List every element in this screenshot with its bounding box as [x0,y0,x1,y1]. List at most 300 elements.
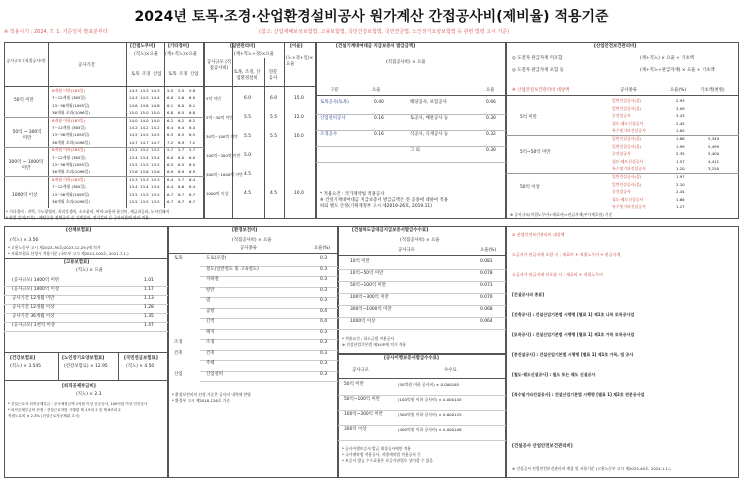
option-excluded: ◎ 도전자 관급자재 미포함 [512,56,563,61]
guarantee-rate-right: 0.32 [486,132,496,137]
rate-cell: 13.2 [129,147,138,153]
env-note-2: * 환경부 고시 제2018-126호 기준 [172,398,231,403]
page-title: 2024년 토목·조경·산업환경설비공사 원가계산 간접공사비(제비율) 적용기준 [134,9,609,25]
subcontract-sub: (직접공사비) × 요율 [400,238,440,243]
work-type-cell: 철도·궤도신설공사 [612,120,644,126]
employment-rate: 1.47 [144,323,154,328]
period-cell: 7~12개월 (365일) [52,184,86,190]
rate-cell: 13.4 [140,154,149,160]
guarantee-note: 해당공사, 보험공사 [410,100,447,105]
rate-cell: 2.45 [676,120,685,126]
gen-scale-cell: 30억~100억 미만 [206,134,238,139]
guarantee-title: [건설기계대여대금 지급보증서 발급금액] [336,44,416,49]
env-note-1: * 환경보전비의 산정 기준은 공사비 내역에 반영 [172,392,251,397]
formula-excluded: (재+직노) × 요율 + 기초액 [640,56,694,61]
environment-panel [168,226,338,478]
rate-cell: 6.5 [167,132,174,138]
performance-fee: (300억원 이하 공사비) × 0.000125 [398,412,462,417]
performance-fee: (100억원 이하 공사비) × 0.000145 [398,397,462,402]
col-base-amount: 기초액(천원) [700,88,725,93]
env-rate: 0.3 [320,350,327,356]
rate-cell: 6.5 [167,162,174,167]
env-col-r: 요율(%) [314,246,331,251]
guarantee-note: 석공사, 식재공사 등 [410,132,449,137]
sub-general-mgmt: (재+직노+경)×요율 [234,52,274,57]
rate-cell: 13.3 [151,176,160,182]
gen-civil-cell: 4.5 [244,172,251,177]
rate-cell: 6.7 [167,191,174,197]
col-work-type: 공사종류 [620,88,637,93]
guarantee-rate: 0.16 [374,116,384,121]
subcontract-rate: 0.073 [480,283,493,288]
rate-cell: 6.5 [178,132,185,138]
health-insurance-sub: (직노) × 3.545 [10,364,41,369]
subcontract-rate: 0.070 [480,295,493,300]
right-note-title: [건설공사 산업안전보건관리비] [512,444,573,449]
performance-col-k: 공사규모 [352,368,369,373]
performance-col-r: 수수료 [444,368,457,373]
guarantee-rate-right: 0.66 [486,100,496,105]
group-label-3: 300억 ~ 1000억 미만 [8,160,44,171]
rate-cell: 13.6 [129,169,138,175]
gen-profit-cell: 10.0 [294,191,304,196]
rate-cell: 13.5 [140,162,149,167]
gen-civil-cell: 5.5 [244,134,251,139]
performance-title: [공사이행보증서발급수수료] [384,356,439,361]
safety-target-label: ※ 산업안전보건관리비 대상액 [512,88,570,93]
rate-cell: 6.5 [189,162,196,167]
subcontract-col-k: 공사규모 [398,248,415,253]
col-landscape-1: 조경 [142,72,151,77]
employment-kind: 공사기간 36개월 이상 [12,314,55,319]
work-type-cell: 특수및기타건설공사 [612,128,646,134]
sub-profit: (노+경+일)×요율 [286,56,314,67]
guarantee-note: 토공사, 배관공사 등 [410,116,449,121]
subcontract-title: [건설하도급대금지급보증서발급수수료] [352,228,429,233]
env-kind: 간척 [206,319,215,324]
rate-cell: 5.8 [189,88,196,93]
rate-cell: 14.2 [129,125,138,130]
period-cell: 6개월 이하(183일) [52,88,85,93]
rate-cell: 13.5 [151,162,160,167]
left-bottom-note-3: 직접노무비 × 2.3% (건설근로자공제회 고시) [8,414,80,418]
env-kind: 산업설비 [206,371,223,377]
rate-cell: 6.8 [167,110,174,116]
base-cell: 5,499 [708,143,720,149]
gen-profit-cell: 10.0 [294,134,304,139]
rate-cell: 13.2 [151,147,160,153]
period-cell: 36개월 초과(1096일) [52,169,90,175]
right-note-item: [건축공사] : 건설산업기본법 시행령 [별표 1] 제1호 나목 토목공사업 [512,312,635,317]
group-label-4: 1000억 이상 [12,193,38,198]
performance-note-1: * 공사이행보증서 발급 대상공사에만 적용 [342,446,412,451]
rate-cell: 6.7 [189,199,196,204]
col-gen-scale: 공사규모 (직접공사비) [206,60,232,71]
rate-cell: 5.6 [178,95,185,101]
accident-insurance-sub: (직노) × 3.56 [10,238,39,243]
employment-kind: (공사규모) 1400억 미만 [12,278,60,283]
guarantee-rate: 0.16 [374,132,384,137]
guarantee-rate: 0.40 [374,100,384,105]
rate-cell: 6.4 [167,125,174,130]
env-kind: 건축 [206,350,215,356]
subcontract-rate: 0.081 [480,259,493,264]
rate-cell: 6.0 [178,154,185,160]
rate-cell: 13.4 [151,184,160,190]
rate-cell: 6.4 [189,125,196,130]
care-insurance-title: [노인장기요양보험료] [62,356,105,361]
rate-cell: 14.3 [140,88,149,93]
rate-cell: 13.2 [140,147,149,153]
period-cell: 13~36개월(1095일) [52,132,90,138]
guarantee-col2: 요율 [372,88,381,93]
rate-cell: 13.3 [129,176,138,182]
env-kind: 택지 [206,329,215,335]
retirement-sub: (직노) × 2.3 [76,392,102,397]
scale-label-1: 5억 미만 [520,115,537,120]
work-type-cell: 특수및기타건설공사 [612,166,646,172]
rate-cell: 6.4 [178,125,185,130]
guarantee-col2b: 요율 [486,88,495,93]
performance-scale: 100억~300억 미만 [344,412,383,417]
performance-scale: 300억 이상 [344,427,367,432]
env-rate: 0.3 [320,361,327,366]
rate-cell: 13.6 [151,169,160,175]
rate-cell: 1.99 [676,143,685,149]
performance-scale: 50억~100억 미만 [344,397,381,402]
subcontract-scale: 10억 미만 [350,259,370,264]
industrial-safety-title: [산업안전보건관리비] [594,44,637,49]
env-rate: 0.3 [320,340,327,345]
env-kind: 댐 [206,298,211,303]
rate-cell: 13.5 [129,191,138,197]
rate-cell: 7.2 [167,139,174,145]
rate-cell: 6.5 [189,132,196,138]
gen-profit-cell: 15.0 [294,96,304,101]
rate-cell: 2.10 [676,181,685,187]
formula-included: (재+직노+관급자재) × 요율 + 기초액 [640,68,715,73]
rate-cell: 5.7 [178,147,185,153]
guarantee-kind: 조경공사 [320,132,337,137]
col-header-period: 공사기간 [78,63,95,68]
rate-cell: 7.2 [189,139,196,145]
guarantee-col1: 구분 [330,88,339,93]
rate-cell: 5.5 [178,88,185,93]
work-type-cell: 일반건설공사(을) [612,105,642,111]
base-cell: 4,411 [708,158,720,164]
rate-cell: 13.4 [140,184,149,190]
env-col-k: 공사종류 [240,246,257,251]
group-label-2: 50억 ~ 300억 미만 [12,130,42,141]
rate-cell: 14.2 [140,125,149,130]
employment-kind: (공사규모) 1천억 이상 [12,323,55,328]
rate-cell: 14.7 [129,139,138,145]
subtitle-row [4,28,740,35]
rate-cell: 13.5 [129,199,138,204]
guarantee-kind: 토목공사(토목) [320,100,349,105]
col-gen-special: 전문 공사 [268,70,278,81]
gen-civil-cell: 5.5 [244,115,251,120]
rate-cell: 6.4 [189,176,196,182]
rate-cell: 6.2 [189,117,196,123]
rate-cell: 6.4 [167,184,174,190]
rate-cell: 2.93 [676,98,685,103]
rate-cell: 6.7 [167,199,174,204]
care-insurance-sub: (건강보험료) × 12.95 [64,364,108,369]
rate-cell: 6.2 [167,117,174,123]
rate-cell: 5.7 [167,147,174,153]
env-rate: 0.3 [320,329,327,335]
col-civil-2: 토목 [168,72,177,77]
subcontract-scale: 50억~100억 미만 [350,283,387,288]
rate-cell: 6.9 [189,169,196,175]
right-note-bottom: ※ 건설공사 산업안전보건관리비 계상 및 사용기준 (고용노동부 고시 제2023-49호, 2024.1.1.) [512,466,671,471]
rate-cell: 13.5 [151,199,160,204]
rate-cell: 14.2 [151,125,160,130]
right-note-item: ① 산업안전보건관리비 대상액 [512,232,565,237]
env-kind: 항만 [206,287,215,293]
option-included: ◎ 도전자 관급자재 포함 등 [512,68,564,73]
rate-cell: 6.6 [178,184,185,190]
env-rate: 0.3 [320,371,327,377]
rate-cell: 6.8 [189,110,196,116]
rate-cell: 15.0 [129,110,138,116]
env-group: 조경 [174,340,183,345]
rate-cell: 14.7 [140,139,149,145]
col-header-indirect-labor: [간접노무비] [130,44,156,49]
employment-rate: 1.28 [144,305,154,310]
gen-scale-cell: 1000억 이상 [206,191,229,196]
rate-cell: 1.20 [676,166,685,172]
env-kind: 철도(일반철도 및 고속철도) [206,266,259,272]
subcontract-note-1: * 적용요건 : 하도급법 적용공사 [342,336,395,341]
period-cell: 13~36개월(1095일) [52,162,90,167]
col-civil-1: 토목 [131,72,140,77]
env-kind: 도로(포장) [206,256,227,261]
col-header-other-expense: [기타경비] [168,44,189,49]
performance-fee: (50억원 이하 공사비) × 0.000165 [398,382,460,387]
gen-civil-cell: 4.5 [244,191,251,196]
scale-label-3: 50억 이상 [520,185,540,190]
guarantee-note-2: ※ 건설기계대여대금 지급보증서 발급금액은 전 공종에 대하여 적용 [320,198,448,203]
work-type-cell: 중건설공사 [612,151,631,157]
right-note-item: [중건설공사] : 건설산업기본법 시행령 [별표 1] 제1호 가목, 댐 공사 [512,352,634,357]
rate-cell: 14.3 [129,88,138,93]
work-type-cell: 일반건설공사(갑) [612,174,642,179]
health-insurance-title: [건강보험료] [10,356,36,361]
rate-cell: 13.6 [140,169,149,175]
rate-cell: 1.85 [676,128,685,134]
work-type-cell: 일반건설공사(갑) [612,136,642,141]
rate-cell: 15.0 [151,110,160,116]
period-cell: 36개월 초과(1096일) [52,199,90,204]
env-rate: 0.4 [320,308,327,314]
subcontract-note-2: ※ 건설산업기본법 제34조에 의거 적용 [342,342,407,347]
period-cell: 13~36개월(1095일) [52,191,90,197]
env-rate: 0.4 [320,319,327,324]
env-rate: 0.3 [320,298,327,303]
guarantee-rate-right: 0.30 [486,116,496,121]
pension-sub: (직노) × 4.50 [126,364,155,369]
rate-cell: 13.5 [140,191,149,197]
subcontract-col-r: 요율(%) [480,248,497,253]
rate-cell: 3.43 [676,113,685,119]
rate-cell: 6.5 [178,110,185,116]
env-rate: 0.3 [320,256,327,261]
right-note-item: [건설공사의 종류] [512,292,545,297]
rate-cell: 14.6 [151,102,160,108]
col-landscape-2: 조경 [179,72,188,77]
env-kind: 지하철 [206,277,219,282]
accident-insurance-title: [산재보험료] [66,228,92,233]
period-cell: 7~12개월 (365일) [52,125,86,130]
env-rate: 0.3 [320,277,327,282]
period-cell: 6개월 이하(183일) [52,147,85,153]
right-note-item: [토목공사] : 건설산업기본법 시행령 [별표 1] 제1호 가목 토목공사업 [512,332,635,337]
accident-insurance-note-2: * 사회보험료 산정시 적용기준 (국토부 고시 제2021-100호, 2021.7.1.) [8,251,129,256]
rate-cell: 14.0 [151,117,160,123]
rate-cell: 6.9 [178,139,185,145]
rate-cell: 13.4 [129,184,138,190]
rate-cell: 14.5 [140,132,149,138]
env-kind: 주택 [206,361,215,366]
rate-cell: 14.7 [151,139,160,145]
employment-rate: 1.35 [144,314,154,319]
sub-indirect-labor: (직노)×요율 [134,52,159,57]
rate-cell: 15.0 [140,110,149,116]
subcontract-rate: 0.068 [480,307,493,312]
rate-cell: 3.09 [676,105,685,111]
industrial-safety-note: ※ 공사규모(직접노무비+재료비)+관급자재(부가세포함) 기준 [510,212,613,217]
gen-scale-cell: 5억 미만 [206,96,221,101]
employment-kind: 공사기간 12개월 미만 [12,296,55,301]
employment-kind: (공사규모) 1400억 이상 [12,287,60,292]
rate-cell: 6.7 [178,199,185,204]
rate-cell: 6.4 [167,176,174,182]
employment-insurance-sub: (직노) × 요율 [76,268,103,273]
period-cell: 36개월 초과(1096일) [52,139,90,145]
guarantee-rate-right: 0.30 [486,148,496,153]
rate-cell: 13.5 [129,162,138,167]
work-type-cell: 중건설공사 [612,189,631,195]
rate-cell: 1.57 [676,158,685,164]
subcontract-scale: 300억~1000억 미만 [350,307,392,312]
right-note-item: [철도·궤도신설공사] : 철도 또는 궤도 신설공사 [512,372,596,377]
env-rate: 0.3 [320,266,327,272]
subcontract-scale: 10억~50억 미만 [350,271,384,276]
base-cell: 3,250 [708,166,720,172]
rate-cell: 14.0 [129,117,138,123]
work-type-cell: 철도·궤도신설공사 [612,158,644,164]
performance-note-3: * 보증서 발급 수수료율은 보증기관별로 상이할 수 있음 [342,458,434,463]
rate-cell: 6.9 [167,169,174,175]
right-note-item: 도급자가 관급자재 미포함 시 : 재료비 + 직접노무비 [512,272,603,277]
rate-cell: 1.97 [676,174,685,179]
rate-cell: 2.44 [676,189,685,195]
note-industrial: * 산업 설비(토목) : 해당공종 전체공사 중 기계설비, 전기설비 등 공사비율에 따라 적용 [6,215,149,220]
period-cell: 7~12개월 (365일) [52,154,86,160]
performance-note-2: * 국가계약법 적용공사, 지방계약법 적용공사 등 [342,452,421,457]
rate-cell: 6.7 [178,191,185,197]
env-kind: 조경 [206,340,215,345]
performance-fee: (400억원 이하 공사비) × 0.000108 [398,427,462,432]
col-rate: 요율(%) [670,88,687,93]
performance-scale: 50억 미만 [344,382,364,387]
scale-label-2: 5억~50억 미만 [520,150,551,155]
work-type-cell: 특수및기타건설공사 [612,204,646,210]
rate-cell: 14.5 [129,132,138,138]
subcontract-guarantee-panel [338,226,506,354]
rate-cell: 1.27 [676,204,685,210]
period-cell: 13~36개월(1095일) [52,102,90,108]
gen-special-cell: 4.5 [270,191,277,196]
rate-cell: 2.35 [676,151,685,157]
rate-cell: 6.0 [178,102,185,108]
gen-profit-cell: 12.0 [294,115,304,120]
period-cell: 6개월 이하(183일) [52,117,85,123]
rate-cell: 6.1 [189,102,196,108]
note-other-expense: * 기타경비 : 전력, 수도광열비, 복리후생비, 소모품비, 여비·교통비·통신비, 세금과공과, 도서인쇄비 [6,209,170,214]
gen-scale-cell: 5억~30억 미만 [206,115,233,120]
subcontract-scale: 1000억 이상 [350,319,376,324]
env-group: 산업 [174,371,183,377]
reference-note: (참고: 산업재해보상보험법, 고용보험법, 국민건강보험법, 국민연금법, 노인장기요양보험법 등 관련 법령 고시 기준) [259,29,510,35]
gen-scale-cell: 100억~300억 미만 [206,153,241,158]
header-profit: [이윤] [290,44,303,49]
rate-cell: 13.5 [151,191,160,197]
env-group: 건축 [174,350,183,356]
rate-cell: 1.86 [676,136,685,141]
col-industry-1: 산업 [153,72,162,77]
left-bottom-note-1: * 건설근로자 퇴직공제부금 : 공사예정금액 1억원 이상 공공공사, 100억원 이상 민간공사 [8,402,148,406]
rate-cell: 1.66 [676,196,685,202]
rate-cell: 14.3 [151,88,160,93]
rate-cell: 13.4 [129,154,138,160]
gen-special-cell: 6.0 [270,96,277,101]
guarantee-note: 그 외 [410,148,420,153]
rate-cell: 14.0 [140,117,149,123]
gen-civil-cell: 5.0 [244,153,251,158]
subcontract-scale: 100억~300억 미만 [350,295,389,300]
work-type-cell: 철도·궤도신설공사 [612,196,644,202]
rate-cell: 5.7 [189,147,196,153]
rate-cell: 13.5 [140,199,149,204]
work-type-cell: 일반건설공사(을) [612,181,642,187]
gen-special-cell: 5.5 [270,134,277,139]
guarantee-note-3: 하되 별도 산정(기획재정부 고시 제2019-26호, 2019.11) [320,204,432,209]
rate-cell: 6.7 [189,191,196,197]
rate-cell: 14.3 [129,95,138,101]
rate-cell: 5.7 [178,176,185,182]
group-label-1: 50억 미만 [14,98,34,103]
work-type-cell: 중건설공사 [612,113,631,119]
rate-cell: 5.5 [167,88,174,93]
rate-cell: 6.2 [178,117,185,123]
employment-rate: 1.01 [144,278,154,283]
env-title: [환경보전비] [232,228,258,233]
employment-rate: 1.13 [144,296,154,301]
rate-cell: 14.6 [140,102,149,108]
env-kind: 공항 [206,308,215,314]
rate-cell: 13.3 [140,176,149,182]
rate-cell: 14.5 [151,132,160,138]
period-cell: 7~12개월 (365일) [52,95,86,101]
guarantee-kind: 산업설비공사 [320,116,346,121]
gen-civil-cell: 6.0 [244,96,251,101]
rate-cell: 6.0 [189,154,196,160]
env-sub: (직접공사비) × 요율 [232,238,272,243]
period-cell: 6개월 이하(183일) [52,176,85,182]
